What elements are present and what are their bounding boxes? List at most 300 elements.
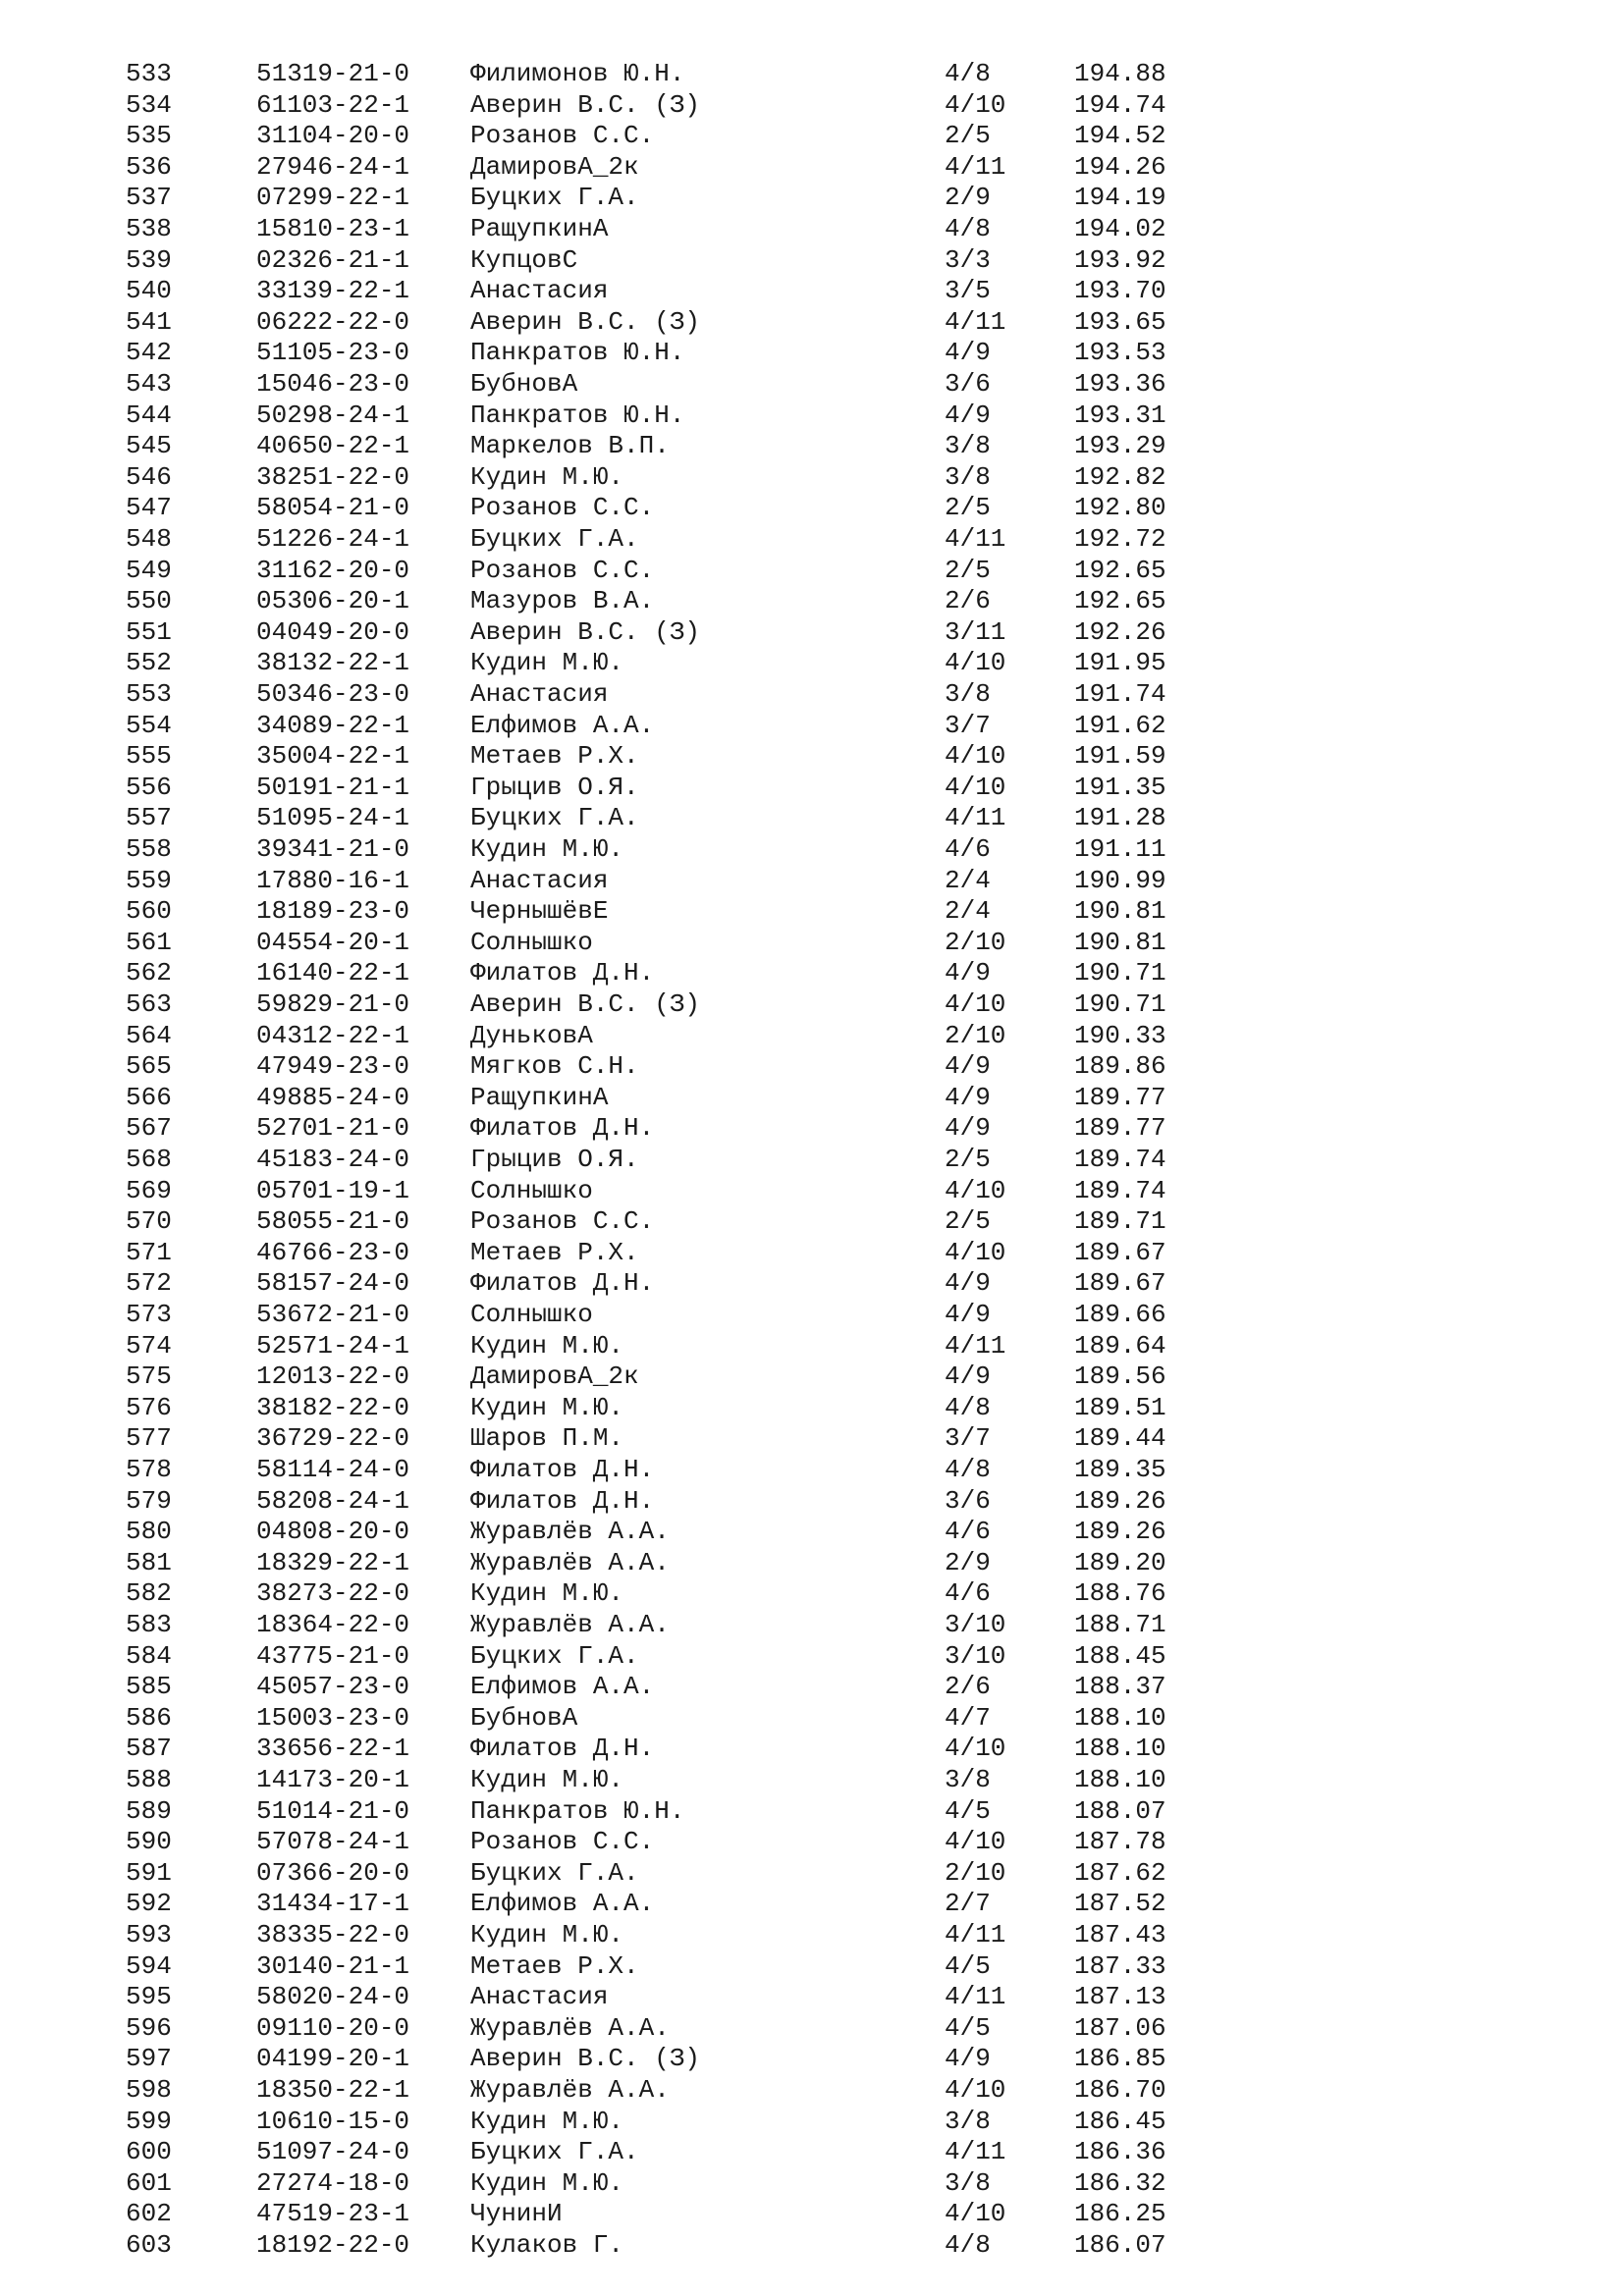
record-code: 51097-24-0 [256, 2137, 410, 2167]
ratio-value: 4/11 [945, 151, 1006, 182]
table-row [0, 1020, 1624, 1051]
row-number: 576 [126, 1392, 172, 1422]
ratio-value: 4/9 [945, 958, 991, 988]
ratio-value: 4/5 [945, 1950, 991, 1981]
table-row [0, 1205, 1624, 1237]
row-number: 533 [126, 59, 172, 88]
row-number: 593 [126, 1920, 172, 1949]
table-row [0, 1422, 1624, 1454]
person-name: Панкратов Ю.Н. [470, 1795, 685, 1826]
row-number: 544 [126, 400, 172, 430]
row-number: 550 [126, 586, 172, 616]
table-row [0, 1392, 1624, 1423]
person-name: ДамировА_2к [470, 151, 639, 182]
table-row [0, 492, 1624, 523]
score-value: 191.95 [1074, 648, 1166, 678]
table-row [0, 1050, 1624, 1082]
table-row [0, 1609, 1624, 1640]
record-code: 52701-21-0 [256, 1113, 410, 1144]
record-code: 39341-21-0 [256, 834, 410, 864]
ratio-value: 2/6 [945, 1672, 991, 1702]
score-value: 186.25 [1074, 2199, 1166, 2229]
ratio-value: 4/11 [945, 1330, 1006, 1361]
score-value: 193.92 [1074, 244, 1166, 275]
person-name: Розанов С.С. [470, 121, 655, 151]
person-name: Панкратов Ю.Н. [470, 338, 685, 368]
person-name: РащупкинА [470, 1082, 609, 1112]
person-name: Кудин М.Ю. [470, 2106, 624, 2136]
ratio-value: 4/10 [945, 989, 1006, 1019]
record-code: 07299-22-1 [256, 183, 410, 213]
record-code: 51226-24-1 [256, 524, 410, 554]
table-row [0, 400, 1624, 431]
row-number: 577 [126, 1423, 172, 1454]
score-value: 189.86 [1074, 1051, 1166, 1082]
row-number: 598 [126, 2075, 172, 2105]
score-value: 186.36 [1074, 2137, 1166, 2167]
person-name: Анастасия [470, 679, 609, 709]
person-name: Кулаков Г. [470, 2230, 624, 2260]
row-number: 599 [126, 2106, 172, 2136]
table-row [0, 368, 1624, 400]
record-code: 58055-21-0 [256, 1206, 410, 1237]
score-value: 186.32 [1074, 2167, 1166, 2198]
row-number: 596 [126, 2012, 172, 2043]
ratio-value: 3/3 [945, 244, 991, 275]
row-number: 542 [126, 338, 172, 368]
table-row [0, 2229, 1624, 2261]
person-name: ДамировА_2к [470, 1362, 639, 1392]
score-value: 193.36 [1074, 369, 1166, 399]
score-value: 189.35 [1074, 1455, 1166, 1484]
ratio-value: 2/10 [945, 1857, 1006, 1888]
record-code: 18329-22-1 [256, 1547, 410, 1577]
ratio-value: 4/9 [945, 400, 991, 430]
record-code: 31162-20-0 [256, 555, 410, 585]
score-value: 190.81 [1074, 896, 1166, 927]
row-number: 589 [126, 1795, 172, 1826]
score-value: 188.76 [1074, 1578, 1166, 1609]
table-row [0, 1516, 1624, 1547]
record-code: 50298-24-1 [256, 400, 410, 430]
row-number: 575 [126, 1362, 172, 1392]
ratio-value: 4/10 [945, 2199, 1006, 2229]
record-code: 14173-20-1 [256, 1765, 410, 1794]
ratio-value: 4/10 [945, 1827, 1006, 1857]
score-value: 194.52 [1074, 121, 1166, 151]
score-value: 186.85 [1074, 2044, 1166, 2074]
record-code: 18364-22-0 [256, 1610, 410, 1639]
row-number: 582 [126, 1578, 172, 1609]
table-row [0, 865, 1624, 896]
ratio-value: 3/6 [945, 369, 991, 399]
score-value: 189.56 [1074, 1362, 1166, 1392]
table-row [0, 2074, 1624, 2106]
score-value: 189.77 [1074, 1113, 1166, 1144]
person-name: РащупкинА [470, 214, 609, 243]
table-row [0, 1330, 1624, 1362]
row-number: 564 [126, 1020, 172, 1050]
person-name: Анастасия [470, 276, 609, 306]
record-code: 40650-22-1 [256, 431, 410, 461]
person-name: Кудин М.Ю. [470, 1392, 624, 1422]
person-name: Розанов С.С. [470, 493, 655, 523]
row-number: 556 [126, 772, 172, 802]
score-value: 192.72 [1074, 524, 1166, 554]
row-number: 549 [126, 555, 172, 585]
row-number: 570 [126, 1206, 172, 1237]
ratio-value: 4/9 [945, 2044, 991, 2074]
row-number: 588 [126, 1765, 172, 1794]
person-name: Журавлёв А.А. [470, 2012, 670, 2043]
ratio-value: 3/7 [945, 710, 991, 740]
ratio-value: 3/8 [945, 431, 991, 461]
ratio-value: 2/5 [945, 555, 991, 585]
score-value: 187.33 [1074, 1950, 1166, 1981]
record-code: 06222-22-0 [256, 306, 410, 337]
score-value: 191.62 [1074, 710, 1166, 740]
person-name: Буцких Г.А. [470, 1640, 639, 1671]
row-number: 563 [126, 989, 172, 1019]
record-code: 58114-24-0 [256, 1455, 410, 1484]
row-number: 540 [126, 276, 172, 306]
record-code: 18189-23-0 [256, 896, 410, 927]
table-row [0, 2198, 1624, 2229]
table-row [0, 1299, 1624, 1330]
row-number: 553 [126, 679, 172, 709]
ratio-value: 4/10 [945, 89, 1006, 120]
row-number: 539 [126, 244, 172, 275]
score-value: 190.99 [1074, 865, 1166, 895]
record-code: 49885-24-0 [256, 1082, 410, 1112]
ratio-value: 3/7 [945, 1423, 991, 1454]
record-code: 09110-20-0 [256, 2012, 410, 2043]
ratio-value: 4/9 [945, 1362, 991, 1392]
ratio-value: 4/10 [945, 648, 1006, 678]
ratio-value: 4/6 [945, 1517, 991, 1547]
ratio-value: 2/7 [945, 1889, 991, 1919]
row-number: 568 [126, 1145, 172, 1174]
person-name: Филатов Д.Н. [470, 1734, 655, 1764]
ratio-value: 4/11 [945, 1920, 1006, 1949]
score-value: 189.26 [1074, 1517, 1166, 1547]
record-code: 43775-21-0 [256, 1640, 410, 1671]
table-row [0, 461, 1624, 493]
person-name: Панкратов Ю.Н. [470, 400, 685, 430]
table-row [0, 1267, 1624, 1299]
ratio-value: 3/10 [945, 1640, 1006, 1671]
table-row [0, 895, 1624, 927]
person-name: Метаев Р.Х. [470, 1950, 639, 1981]
table-row [0, 1112, 1624, 1144]
ratio-value: 4/11 [945, 306, 1006, 337]
score-value: 194.88 [1074, 59, 1166, 88]
score-value: 190.71 [1074, 958, 1166, 988]
table-row [0, 1795, 1624, 1827]
record-code: 34089-22-1 [256, 710, 410, 740]
person-name: Буцких Г.А. [470, 2137, 639, 2167]
table-row [0, 523, 1624, 555]
ratio-value: 2/9 [945, 183, 991, 213]
score-value: 187.43 [1074, 1920, 1166, 1949]
score-value: 193.65 [1074, 306, 1166, 337]
record-code: 31104-20-0 [256, 121, 410, 151]
record-code: 04312-22-1 [256, 1020, 410, 1050]
score-value: 189.26 [1074, 1485, 1166, 1516]
row-number: 590 [126, 1827, 172, 1857]
ratio-value: 2/4 [945, 865, 991, 895]
record-code: 10610-15-0 [256, 2106, 410, 2136]
score-value: 189.20 [1074, 1547, 1166, 1577]
score-value: 193.31 [1074, 400, 1166, 430]
row-number: 559 [126, 865, 172, 895]
score-value: 189.67 [1074, 1268, 1166, 1299]
score-value: 190.81 [1074, 927, 1166, 957]
record-code: 38273-22-0 [256, 1578, 410, 1609]
record-code: 33139-22-1 [256, 276, 410, 306]
record-code: 50346-23-0 [256, 679, 410, 709]
ratio-value: 4/8 [945, 1392, 991, 1422]
row-number: 566 [126, 1082, 172, 1112]
table-row [0, 772, 1624, 803]
person-name: Солнышко [470, 927, 593, 957]
ratio-value: 4/11 [945, 2137, 1006, 2167]
record-code: 51014-21-0 [256, 1795, 410, 1826]
table-row [0, 1454, 1624, 1485]
person-name: Елфимов А.А. [470, 710, 655, 740]
row-number: 587 [126, 1734, 172, 1764]
score-value: 187.62 [1074, 1857, 1166, 1888]
table-row [0, 182, 1624, 213]
row-number: 543 [126, 369, 172, 399]
record-code: 05306-20-1 [256, 586, 410, 616]
person-name: Кудин М.Ю. [470, 1765, 624, 1794]
person-name: Елфимов А.А. [470, 1889, 655, 1919]
score-value: 189.67 [1074, 1237, 1166, 1267]
score-value: 191.35 [1074, 772, 1166, 802]
ratio-value: 4/10 [945, 772, 1006, 802]
row-number: 574 [126, 1330, 172, 1361]
table-row [0, 1082, 1624, 1113]
score-value: 187.13 [1074, 1982, 1166, 2012]
ratio-value: 4/6 [945, 834, 991, 864]
score-value: 191.74 [1074, 679, 1166, 709]
table-row [0, 2012, 1624, 2044]
row-number: 545 [126, 431, 172, 461]
record-code: 38182-22-0 [256, 1392, 410, 1422]
score-value: 188.10 [1074, 1765, 1166, 1794]
row-number: 541 [126, 306, 172, 337]
ratio-value: 2/9 [945, 1547, 991, 1577]
table-row [0, 1702, 1624, 1734]
person-name: Буцких Г.А. [470, 524, 639, 554]
score-value: 188.71 [1074, 1610, 1166, 1639]
row-number: 595 [126, 1982, 172, 2012]
score-value: 188.07 [1074, 1795, 1166, 1826]
table-row [0, 1888, 1624, 1919]
person-name: БубновА [470, 1702, 578, 1733]
score-value: 194.74 [1074, 89, 1166, 120]
ratio-value: 2/5 [945, 121, 991, 151]
ratio-value: 2/5 [945, 493, 991, 523]
person-name: Филатов Д.Н. [470, 958, 655, 988]
row-number: 558 [126, 834, 172, 864]
person-name: Шаров П.М. [470, 1423, 624, 1454]
person-name: Розанов С.С. [470, 555, 655, 585]
person-name: ЧернышёвЕ [470, 896, 609, 927]
person-name: Маркелов В.П. [470, 431, 670, 461]
row-number: 581 [126, 1547, 172, 1577]
record-code: 45183-24-0 [256, 1145, 410, 1174]
score-value: 192.65 [1074, 586, 1166, 616]
score-value: 189.71 [1074, 1206, 1166, 1237]
record-code: 36729-22-0 [256, 1423, 410, 1454]
record-code: 51095-24-1 [256, 803, 410, 833]
record-code: 15046-23-0 [256, 369, 410, 399]
record-code: 05701-19-1 [256, 1175, 410, 1205]
row-number: 572 [126, 1268, 172, 1299]
person-name: Грыцив О.Я. [470, 1145, 639, 1174]
score-value: 187.52 [1074, 1889, 1166, 1919]
table-row [0, 710, 1624, 741]
person-name: Филатов Д.Н. [470, 1268, 655, 1299]
record-code: 27946-24-1 [256, 151, 410, 182]
row-number: 585 [126, 1672, 172, 1702]
table-row [0, 120, 1624, 151]
person-name: ДуньковА [470, 1020, 593, 1050]
record-code: 47949-23-0 [256, 1051, 410, 1082]
table-row [0, 89, 1624, 121]
ratio-value: 4/10 [945, 741, 1006, 772]
record-code: 18350-22-1 [256, 2075, 410, 2105]
table-row [0, 1144, 1624, 1175]
person-name: Метаев Р.Х. [470, 741, 639, 772]
record-code: 27274-18-0 [256, 2167, 410, 2198]
record-code: 04049-20-0 [256, 616, 410, 647]
score-value: 194.19 [1074, 183, 1166, 213]
person-name: Аверин В.С. (З) [470, 2044, 701, 2074]
person-name: Солнышко [470, 1175, 593, 1205]
table-row [0, 1547, 1624, 1578]
person-name: Журавлёв А.А. [470, 1610, 670, 1639]
score-value: 186.07 [1074, 2230, 1166, 2260]
record-code: 58208-24-1 [256, 1485, 410, 1516]
person-name: Анастасия [470, 1982, 609, 2012]
score-value: 187.06 [1074, 2012, 1166, 2043]
ratio-value: 3/8 [945, 2167, 991, 2198]
score-value: 192.26 [1074, 616, 1166, 647]
record-code: 31434-17-1 [256, 1889, 410, 1919]
row-number: 557 [126, 803, 172, 833]
person-name: Аверин В.С. (З) [470, 616, 701, 647]
score-value: 192.82 [1074, 461, 1166, 492]
record-code: 02326-21-1 [256, 244, 410, 275]
ratio-value: 3/11 [945, 616, 1006, 647]
ratio-value: 3/8 [945, 1765, 991, 1794]
row-number: 551 [126, 616, 172, 647]
score-value: 188.37 [1074, 1672, 1166, 1702]
table-row [0, 1981, 1624, 2012]
person-name: Кудин М.Ю. [470, 1578, 624, 1609]
score-value: 194.02 [1074, 214, 1166, 243]
ratio-value: 4/8 [945, 1455, 991, 1484]
ratio-value: 4/9 [945, 1268, 991, 1299]
table-row [0, 833, 1624, 865]
score-value: 186.70 [1074, 2075, 1166, 2105]
person-name: Кудин М.Ю. [470, 834, 624, 864]
record-code: 38335-22-0 [256, 1920, 410, 1949]
table-row [0, 244, 1624, 276]
score-value: 191.59 [1074, 741, 1166, 772]
row-number: 562 [126, 958, 172, 988]
row-number: 597 [126, 2044, 172, 2074]
table-row [0, 2167, 1624, 2199]
ratio-value: 4/6 [945, 1578, 991, 1609]
row-number: 569 [126, 1175, 172, 1205]
row-number: 535 [126, 121, 172, 151]
person-name: Грыцив О.Я. [470, 772, 639, 802]
person-name: Буцких Г.А. [470, 803, 639, 833]
ratio-value: 4/10 [945, 1237, 1006, 1267]
row-number: 554 [126, 710, 172, 740]
row-number: 580 [126, 1517, 172, 1547]
table-row [0, 802, 1624, 833]
table-row [0, 988, 1624, 1020]
person-name: КупцовС [470, 244, 578, 275]
row-number: 548 [126, 524, 172, 554]
score-value: 193.29 [1074, 431, 1166, 461]
person-name: Кудин М.Ю. [470, 461, 624, 492]
person-name: Анастасия [470, 865, 609, 895]
table-row [0, 337, 1624, 368]
table-row [0, 1764, 1624, 1795]
row-number: 547 [126, 493, 172, 523]
table-row [0, 957, 1624, 988]
person-name: БубновА [470, 369, 578, 399]
row-number: 601 [126, 2167, 172, 2198]
row-number: 579 [126, 1485, 172, 1516]
score-value: 188.10 [1074, 1734, 1166, 1764]
row-number: 586 [126, 1702, 172, 1733]
row-number: 584 [126, 1640, 172, 1671]
row-number: 567 [126, 1113, 172, 1144]
person-name: Буцких Г.А. [470, 1857, 639, 1888]
row-number: 565 [126, 1051, 172, 1082]
table-row [0, 275, 1624, 306]
table-row [0, 927, 1624, 958]
person-name: Розанов С.С. [470, 1206, 655, 1237]
table-row [0, 151, 1624, 183]
score-value: 188.45 [1074, 1640, 1166, 1671]
person-name: Журавлёв А.А. [470, 1517, 670, 1547]
record-code: 15003-23-0 [256, 1702, 410, 1733]
row-number: 600 [126, 2137, 172, 2167]
person-name: Журавлёв А.А. [470, 2075, 670, 2105]
ratio-value: 2/4 [945, 896, 991, 927]
row-number: 592 [126, 1889, 172, 1919]
table-row [0, 1733, 1624, 1764]
person-name: Филатов Д.Н. [470, 1455, 655, 1484]
ratio-value: 4/11 [945, 803, 1006, 833]
record-code: 17880-16-1 [256, 865, 410, 895]
ratio-value: 4/8 [945, 59, 991, 88]
person-name: Журавлёв А.А. [470, 1547, 670, 1577]
table-row [0, 1950, 1624, 1982]
ratio-value: 2/6 [945, 586, 991, 616]
score-value: 189.51 [1074, 1392, 1166, 1422]
row-number: 602 [126, 2199, 172, 2229]
row-number: 538 [126, 214, 172, 243]
